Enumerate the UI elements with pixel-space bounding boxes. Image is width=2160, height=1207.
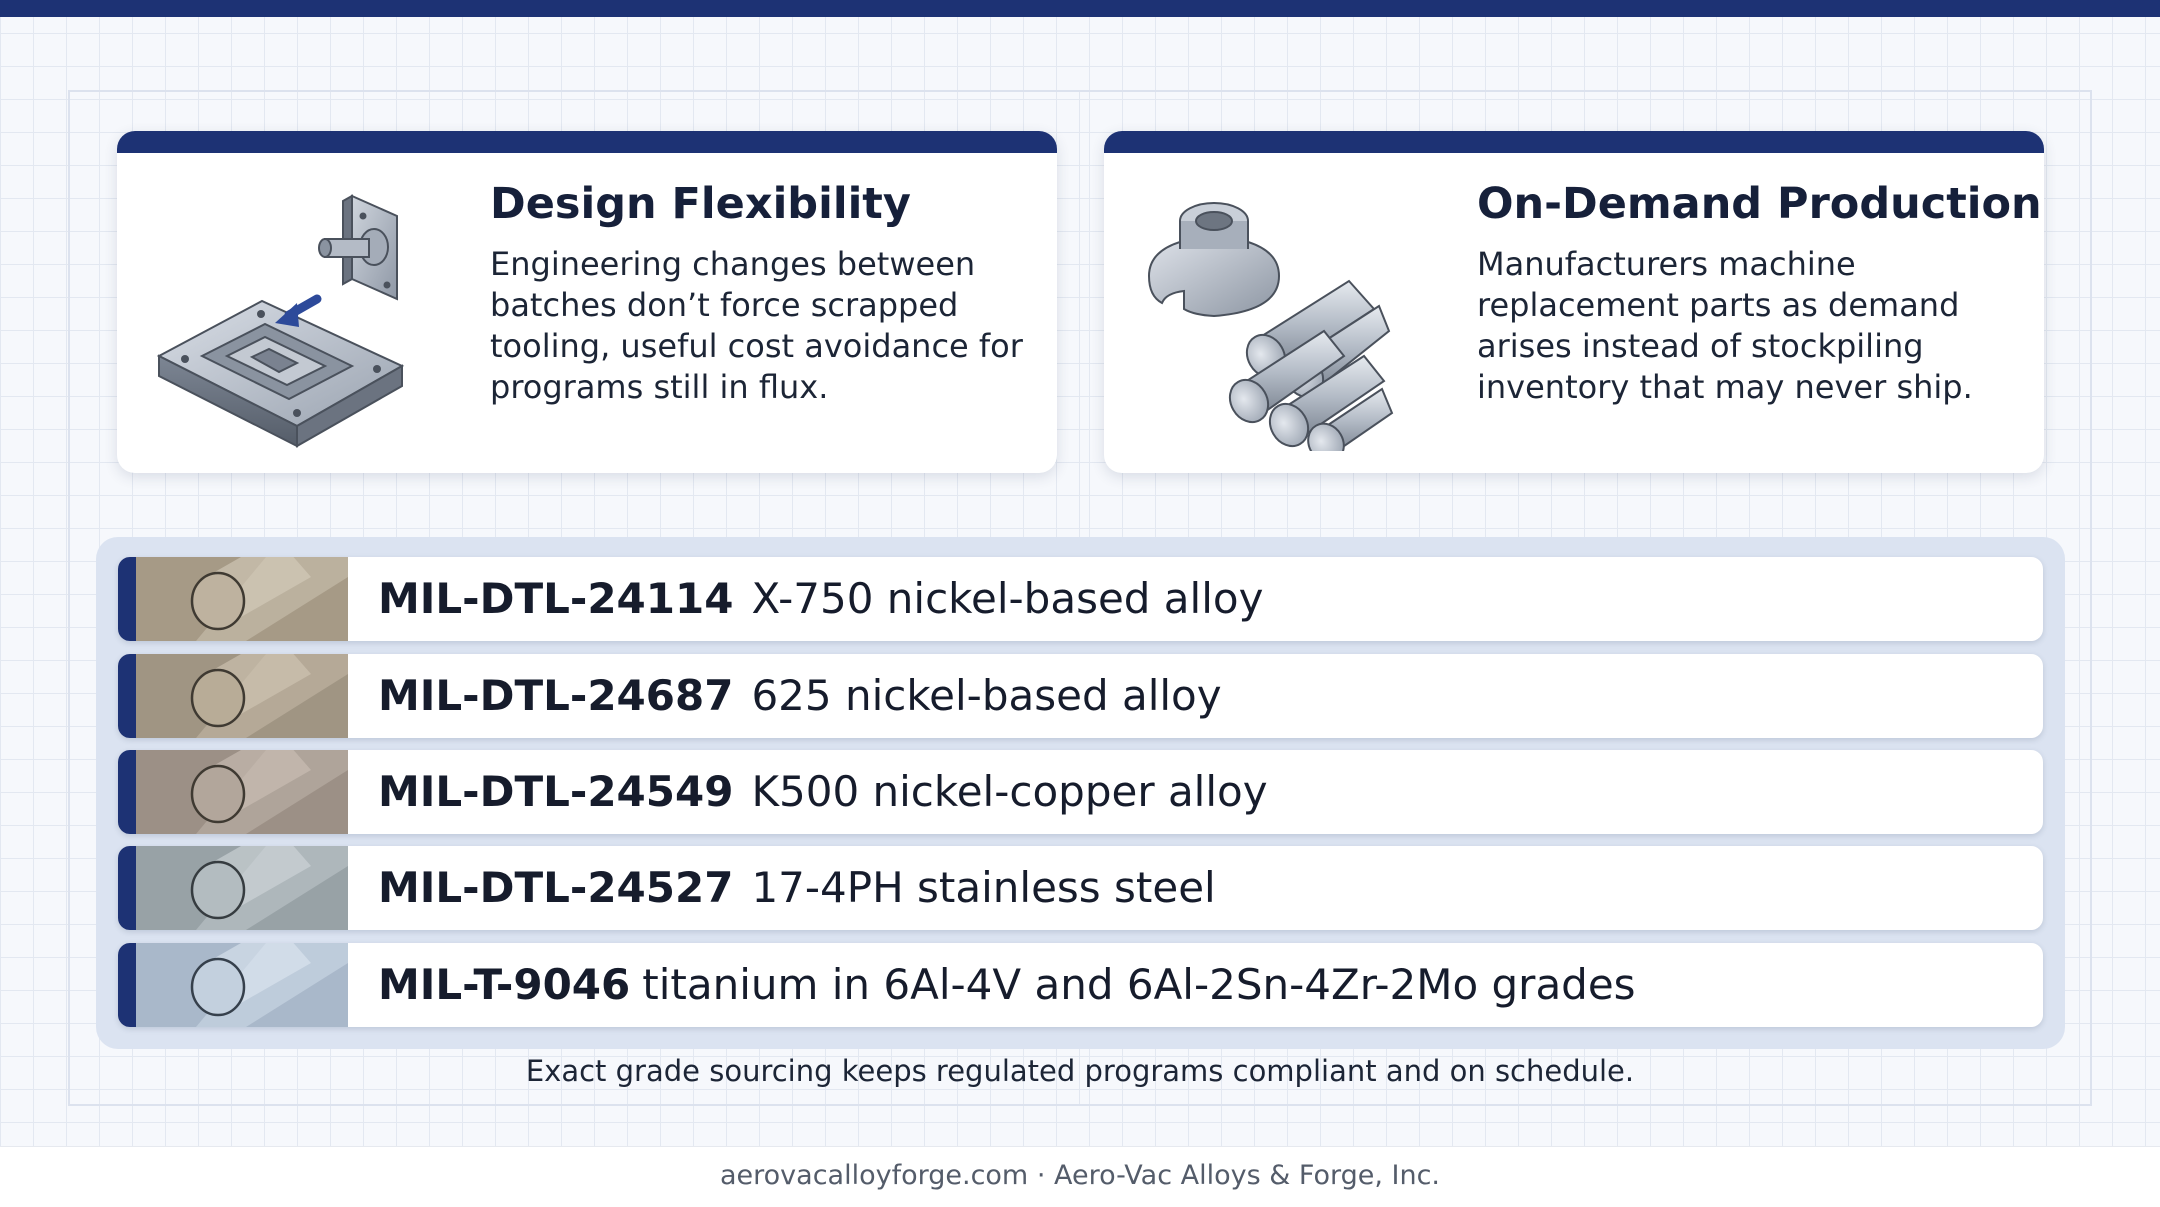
rod-swatch-icon — [136, 943, 348, 1027]
top-accent-bar — [0, 0, 2160, 17]
material-row-24527 — [118, 846, 2043, 930]
row-accent-stripe — [118, 750, 136, 834]
material-row-24687 — [118, 654, 2043, 738]
on-demand-production-card — [1104, 131, 2044, 473]
material-row-24114 — [118, 557, 2043, 641]
design-flexibility-card — [117, 131, 1057, 473]
material-spec: MIL-DTL-24549 — [378, 767, 734, 816]
mold-tooling-icon — [157, 181, 407, 451]
material-desc: 625 nickel-based alloy — [751, 671, 1222, 720]
material-spec: MIL-T-9046 — [378, 960, 631, 1009]
rod-swatch-icon — [136, 557, 348, 641]
row-accent-stripe — [118, 654, 136, 738]
rod-swatch-icon — [136, 846, 348, 930]
card-text: Manufacturers machine replacement parts as demand arises instead of stockpiling inventory that may never ship. — [1477, 245, 1973, 406]
rod-swatch-icon — [136, 654, 348, 738]
card-text: Engineering changes between batches don’t force scrapped tooling, useful cost avoidance for programs still in flux. — [490, 245, 1023, 406]
material-desc: 17-4PH stainless steel — [751, 863, 1216, 912]
material-spec: MIL-DTL-24114 — [378, 574, 734, 623]
material-desc: titanium in 6Al-4V and 6Al-2Sn-4Zr-2Mo grades — [642, 960, 1636, 1009]
material-spec: MIL-DTL-24527 — [378, 863, 734, 912]
material-row-24549 — [118, 750, 2043, 834]
card-header-bar — [117, 131, 1057, 153]
row-accent-stripe — [118, 943, 136, 1027]
card-title: On-Demand Production — [1477, 179, 2042, 229]
bar-stock-icon — [1144, 181, 1394, 451]
footer-text: aerovacalloyforge.com · Aero-Vac Alloys & Forge, Inc. — [719, 1160, 1441, 1191]
card-header-bar — [1104, 131, 2044, 153]
row-accent-stripe — [118, 846, 136, 930]
material-row-9046 — [118, 943, 2043, 1027]
panel-caption: Exact grade sourcing keeps regulated programs compliant and on schedule. — [525, 1054, 1635, 1088]
card-title: Design Flexibility — [490, 179, 911, 229]
material-spec: MIL-DTL-24687 — [378, 671, 734, 720]
material-desc: K500 nickel-copper alloy — [751, 767, 1268, 816]
rod-swatch-icon — [136, 750, 348, 834]
row-accent-stripe — [118, 557, 136, 641]
material-desc: X-750 nickel-based alloy — [751, 574, 1264, 623]
